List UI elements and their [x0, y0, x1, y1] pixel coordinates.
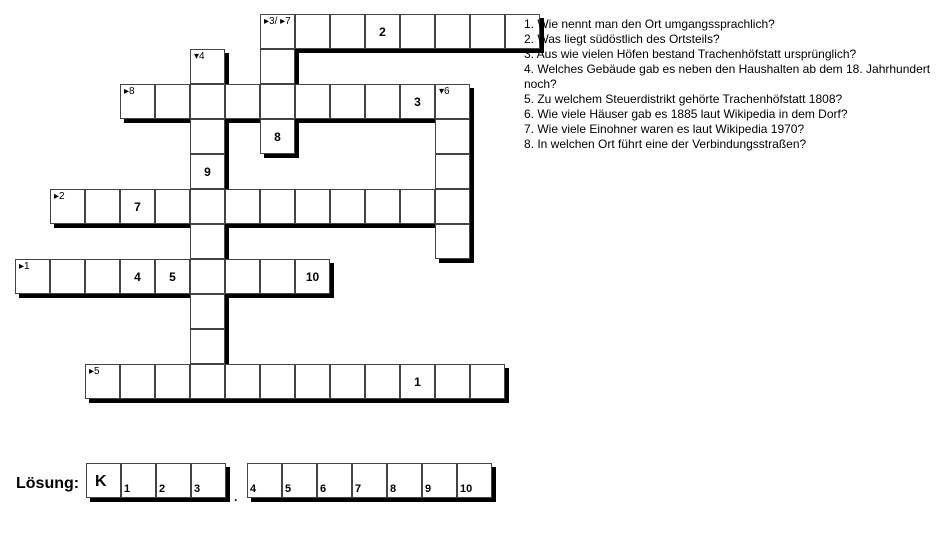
clue-4: 4. Welches Gebäude gab es neben den Haushalten ab dem 18. Jahrhundert noch? [524, 62, 931, 91]
grid-cell[interactable] [120, 364, 155, 399]
grid-cell[interactable] [330, 189, 365, 224]
grid-cell[interactable] [295, 84, 330, 119]
grid-cell[interactable] [155, 84, 190, 119]
grid-cell[interactable] [295, 259, 330, 294]
grid-cell[interactable] [260, 189, 295, 224]
grid-cell[interactable] [435, 364, 470, 399]
clue-start-label: ▸8 [124, 86, 135, 97]
grid-cell[interactable] [260, 49, 295, 84]
solution-box-1[interactable] [121, 463, 156, 498]
solution-number: 1 [124, 483, 131, 495]
clue-7: 7. Wie viele Einohner waren es laut Wikipedia 1970? [524, 122, 805, 136]
clue-start-label: ▸1 [19, 261, 30, 272]
solution-index-number: 8 [274, 129, 281, 144]
grid-cell[interactable] [225, 259, 260, 294]
clue-3: 3. Aus wie vielen Höfen bestand Trachenhöfstatt ursprünglich? [524, 47, 857, 61]
clue-start-label: ▸2 [54, 191, 65, 202]
grid-cell[interactable] [365, 14, 400, 49]
grid-cell[interactable] [155, 364, 190, 399]
grid-cell[interactable] [260, 14, 295, 49]
grid-cell[interactable] [435, 189, 470, 224]
solution-box-2[interactable] [156, 463, 191, 498]
grid-cell[interactable] [190, 119, 225, 154]
grid-cell[interactable] [190, 294, 225, 329]
grid-cell[interactable] [435, 119, 470, 154]
clue-start-label: ▸5 [89, 366, 100, 377]
clue-1: 1. Wie nennt man den Ort umgangssprachlich? [524, 17, 775, 31]
grid-cell[interactable] [190, 189, 225, 224]
grid-cell[interactable] [85, 364, 120, 399]
solution-box-6[interactable] [317, 463, 352, 498]
grid-cell[interactable] [190, 329, 225, 364]
clue-list [524, 17, 939, 152]
clue-2: 2. Was liegt südöstlich des Ortsteils? [524, 32, 720, 46]
grid-cell[interactable] [190, 364, 225, 399]
grid-cell[interactable] [155, 189, 190, 224]
clue-start-label: ▾6 [439, 86, 450, 97]
grid-cell[interactable] [260, 119, 295, 154]
solution-number: 5 [285, 483, 292, 495]
grid-cell[interactable] [190, 224, 225, 259]
grid-cell[interactable] [120, 84, 155, 119]
solution-number: 9 [425, 483, 432, 495]
clue-start-label: ▸3/ ▸7 [264, 16, 291, 27]
solution-box-4[interactable] [247, 463, 282, 498]
solution-index-number: 1 [414, 374, 421, 389]
solution-separator: . [234, 490, 238, 504]
solution-letter: K [95, 473, 107, 490]
solution-label: Lösung: [16, 475, 80, 492]
grid-cell[interactable] [295, 189, 330, 224]
grid-cell[interactable] [400, 84, 435, 119]
grid-cell[interactable] [260, 364, 295, 399]
solution-number: 4 [250, 483, 257, 495]
grid-cell[interactable] [435, 224, 470, 259]
grid-cell[interactable] [120, 189, 155, 224]
clue-6: 6. Wie viele Häuser gab es 1885 laut Wikipedia in dem Dorf? [524, 107, 848, 121]
grid-cell[interactable] [50, 259, 85, 294]
solution-box-first-letter[interactable] [86, 463, 121, 498]
solution-number: 10 [460, 483, 473, 495]
solution-index-number: 5 [169, 269, 176, 284]
grid-cell[interactable] [435, 14, 470, 49]
solution-box-3[interactable] [191, 463, 226, 498]
grid-cell[interactable] [295, 364, 330, 399]
grid-cell[interactable] [260, 259, 295, 294]
solution-box-9[interactable] [422, 463, 457, 498]
grid-cell[interactable] [155, 259, 190, 294]
grid-cell[interactable] [190, 84, 225, 119]
grid-cell[interactable] [190, 259, 225, 294]
solution-number: 7 [355, 483, 362, 495]
grid-cell[interactable] [365, 84, 400, 119]
grid-cell[interactable] [190, 154, 225, 189]
solution-index-number: 7 [134, 199, 141, 214]
grid-cell[interactable] [400, 14, 435, 49]
grid-cell[interactable] [400, 189, 435, 224]
grid-cell[interactable] [85, 259, 120, 294]
solution-index-number: 3 [414, 94, 421, 109]
solution-number: 2 [159, 483, 166, 495]
grid-cell[interactable] [15, 259, 50, 294]
solution-number: 6 [320, 483, 327, 495]
grid-cell[interactable] [295, 14, 330, 49]
solution-index-number: 9 [204, 164, 211, 179]
grid-cell[interactable] [225, 84, 260, 119]
grid-cell[interactable] [470, 14, 505, 49]
grid-cell[interactable] [330, 84, 365, 119]
grid-cell[interactable] [190, 49, 225, 84]
grid-cell[interactable] [120, 259, 155, 294]
solution-number: 8 [390, 483, 397, 495]
grid-cell[interactable] [225, 189, 260, 224]
solution-number: 3 [194, 483, 201, 495]
grid-cell[interactable] [365, 189, 400, 224]
clue-5: 5. Zu welchem Steuerdistrikt gehörte Trachenhöfstatt 1808? [524, 92, 843, 106]
clue-8: 8. In welchen Ort führt eine der Verbindungsstraßen? [524, 137, 807, 151]
grid-cell[interactable] [85, 189, 120, 224]
grid-cell[interactable] [435, 84, 470, 119]
grid-cell[interactable] [260, 84, 295, 119]
grid-cell[interactable] [50, 189, 85, 224]
grid-cell[interactable] [470, 364, 505, 399]
grid-cell[interactable] [330, 364, 365, 399]
grid-cell[interactable] [330, 14, 365, 49]
solution-index-number: 10 [305, 269, 320, 284]
solution-box-8[interactable] [387, 463, 422, 498]
grid-cell[interactable] [365, 364, 400, 399]
solution-box-7[interactable] [352, 463, 387, 498]
grid-cell[interactable] [435, 154, 470, 189]
solution-index-number: 4 [134, 269, 141, 284]
clue-start-label: ▾4 [194, 51, 205, 62]
grid-cell[interactable] [225, 364, 260, 399]
solution-box-10[interactable] [457, 463, 492, 498]
solution-box-5[interactable] [282, 463, 317, 498]
grid-cell[interactable] [400, 364, 435, 399]
solution-index-number: 2 [379, 24, 386, 39]
